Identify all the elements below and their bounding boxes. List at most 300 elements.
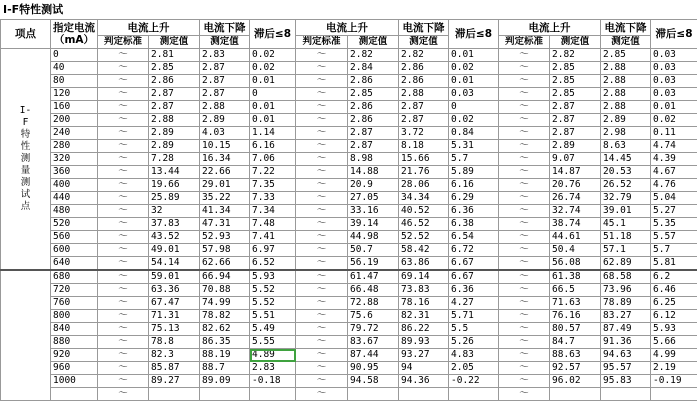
lag-cell[interactable]: 0 bbox=[250, 88, 296, 101]
lag-cell[interactable]: 6.52 bbox=[250, 257, 296, 271]
meas-up-cell[interactable]: 90.95 bbox=[348, 362, 399, 375]
std-cell[interactable]: ～ bbox=[296, 49, 348, 62]
meas-down-cell[interactable]: 86.35 bbox=[200, 336, 250, 349]
lag-cell[interactable]: 0.02 bbox=[449, 62, 499, 75]
meas-up-cell[interactable]: 80.57 bbox=[550, 323, 601, 336]
lag-cell[interactable]: 5.93 bbox=[651, 323, 697, 336]
meas-up-cell[interactable]: 19.66 bbox=[149, 179, 200, 192]
current-cell[interactable]: 200 bbox=[51, 114, 98, 127]
meas-down-cell[interactable]: 91.36 bbox=[601, 336, 651, 349]
meas-down-cell[interactable]: 2.87 bbox=[200, 75, 250, 88]
meas-up-cell[interactable]: 2.88 bbox=[149, 114, 200, 127]
lag-cell[interactable]: 7.48 bbox=[250, 218, 296, 231]
std-cell[interactable]: ～ bbox=[296, 140, 348, 153]
std-cell[interactable]: ～ bbox=[98, 388, 149, 401]
std-cell[interactable]: ～ bbox=[499, 270, 550, 284]
meas-down-cell[interactable]: 2.87 bbox=[399, 101, 449, 114]
std-cell[interactable]: ～ bbox=[98, 101, 149, 114]
meas-up-cell[interactable]: 2.85 bbox=[550, 88, 601, 101]
lag-cell[interactable]: 4.83 bbox=[449, 349, 499, 362]
std-cell[interactable]: ～ bbox=[296, 166, 348, 179]
lag-cell[interactable]: 5.52 bbox=[250, 297, 296, 310]
lag-cell[interactable] bbox=[449, 388, 499, 401]
meas-up-cell[interactable]: 2.86 bbox=[348, 101, 399, 114]
meas-down-cell[interactable]: 2.88 bbox=[601, 62, 651, 75]
current-cell[interactable]: 960 bbox=[51, 362, 98, 375]
lag-cell[interactable]: 6.36 bbox=[449, 284, 499, 297]
meas-up-cell[interactable]: 84.7 bbox=[550, 336, 601, 349]
meas-down-cell[interactable]: 2.88 bbox=[601, 88, 651, 101]
meas-up-cell[interactable] bbox=[348, 388, 399, 401]
meas-up-cell[interactable] bbox=[550, 388, 601, 401]
meas-up-cell[interactable]: 2.87 bbox=[149, 101, 200, 114]
lag-cell[interactable]: -0.19 bbox=[651, 375, 697, 388]
lag-cell[interactable]: 4.67 bbox=[651, 166, 697, 179]
lag-cell[interactable]: 0.11 bbox=[651, 127, 697, 140]
std-cell[interactable]: ～ bbox=[296, 336, 348, 349]
std-cell[interactable]: ～ bbox=[98, 153, 149, 166]
meas-up-cell[interactable]: 59.01 bbox=[149, 270, 200, 284]
meas-up-cell[interactable]: 2.82 bbox=[348, 49, 399, 62]
current-cell[interactable]: 880 bbox=[51, 336, 98, 349]
lag-cell[interactable]: 5.7 bbox=[651, 244, 697, 257]
meas-down-cell[interactable]: 39.01 bbox=[601, 205, 651, 218]
current-cell[interactable]: 560 bbox=[51, 231, 98, 244]
lag-cell[interactable]: 5.52 bbox=[250, 284, 296, 297]
meas-up-cell[interactable]: 79.72 bbox=[348, 323, 399, 336]
meas-down-cell[interactable]: 2.86 bbox=[399, 75, 449, 88]
std-cell[interactable]: ～ bbox=[98, 166, 149, 179]
lag-cell[interactable]: 6.54 bbox=[449, 231, 499, 244]
meas-up-cell[interactable]: 61.47 bbox=[348, 270, 399, 284]
std-cell[interactable]: ～ bbox=[98, 231, 149, 244]
lag-cell[interactable]: 6.67 bbox=[449, 270, 499, 284]
meas-down-cell[interactable]: 62.66 bbox=[200, 257, 250, 271]
std-cell[interactable]: ～ bbox=[499, 362, 550, 375]
lag-cell[interactable]: 7.06 bbox=[250, 153, 296, 166]
std-cell[interactable]: ～ bbox=[499, 388, 550, 401]
meas-up-cell[interactable]: 63.36 bbox=[149, 284, 200, 297]
lag-cell[interactable]: 0.03 bbox=[651, 75, 697, 88]
meas-up-cell[interactable]: 67.47 bbox=[149, 297, 200, 310]
current-cell[interactable]: 800 bbox=[51, 310, 98, 323]
std-cell[interactable]: ～ bbox=[296, 244, 348, 257]
meas-down-cell[interactable]: 32.79 bbox=[601, 192, 651, 205]
lag-cell[interactable]: 0.01 bbox=[651, 101, 697, 114]
meas-up-cell[interactable]: 32 bbox=[149, 205, 200, 218]
current-cell[interactable]: 280 bbox=[51, 140, 98, 153]
std-cell[interactable]: ～ bbox=[98, 88, 149, 101]
std-cell[interactable]: ～ bbox=[499, 284, 550, 297]
std-cell[interactable]: ～ bbox=[499, 218, 550, 231]
current-cell[interactable]: 640 bbox=[51, 257, 98, 271]
meas-down-cell[interactable]: 2.87 bbox=[200, 88, 250, 101]
current-cell[interactable]: 0 bbox=[51, 49, 98, 62]
meas-down-cell[interactable]: 94.36 bbox=[399, 375, 449, 388]
current-cell[interactable]: 320 bbox=[51, 153, 98, 166]
meas-up-cell[interactable]: 56.08 bbox=[550, 257, 601, 271]
lag-cell[interactable]: 6.46 bbox=[651, 284, 697, 297]
meas-down-cell[interactable]: 78.82 bbox=[200, 310, 250, 323]
meas-down-cell[interactable]: 8.18 bbox=[399, 140, 449, 153]
lag-cell[interactable]: 0.03 bbox=[449, 88, 499, 101]
lag-cell[interactable]: 5.81 bbox=[651, 257, 697, 271]
meas-down-cell[interactable] bbox=[399, 388, 449, 401]
std-cell[interactable]: ～ bbox=[499, 153, 550, 166]
meas-down-cell[interactable]: 2.87 bbox=[200, 62, 250, 75]
meas-up-cell[interactable]: 33.16 bbox=[348, 205, 399, 218]
lag-cell[interactable]: 5.04 bbox=[651, 192, 697, 205]
current-cell[interactable]: 600 bbox=[51, 244, 98, 257]
lag-cell[interactable]: 2.19 bbox=[651, 362, 697, 375]
lag-cell[interactable]: 5.89 bbox=[449, 166, 499, 179]
lag-cell[interactable]: 0.01 bbox=[250, 114, 296, 127]
lag-cell[interactable]: 6.38 bbox=[449, 218, 499, 231]
meas-up-cell[interactable]: 76.16 bbox=[550, 310, 601, 323]
meas-down-cell[interactable]: 74.99 bbox=[200, 297, 250, 310]
lag-cell[interactable]: 0.03 bbox=[651, 62, 697, 75]
meas-up-cell[interactable]: 50.4 bbox=[550, 244, 601, 257]
lag-cell[interactable]: 7.41 bbox=[250, 231, 296, 244]
current-cell[interactable]: 680 bbox=[51, 270, 98, 284]
lag-cell[interactable] bbox=[250, 388, 296, 401]
meas-up-cell[interactable]: 2.85 bbox=[149, 62, 200, 75]
lag-cell[interactable]: 5.7 bbox=[449, 153, 499, 166]
meas-up-cell[interactable]: 43.52 bbox=[149, 231, 200, 244]
meas-up-cell[interactable]: 2.85 bbox=[550, 62, 601, 75]
lag-cell[interactable]: 4.89 bbox=[250, 349, 296, 362]
lag-cell[interactable]: 0.01 bbox=[449, 75, 499, 88]
meas-up-cell[interactable]: 56.19 bbox=[348, 257, 399, 271]
meas-up-cell[interactable]: 38.74 bbox=[550, 218, 601, 231]
meas-down-cell[interactable]: 2.83 bbox=[200, 49, 250, 62]
meas-up-cell[interactable]: 82.3 bbox=[149, 349, 200, 362]
std-cell[interactable]: ～ bbox=[296, 101, 348, 114]
meas-down-cell[interactable]: 2.88 bbox=[200, 101, 250, 114]
std-cell[interactable]: ～ bbox=[296, 218, 348, 231]
meas-down-cell[interactable]: 62.89 bbox=[601, 257, 651, 271]
std-cell[interactable]: ～ bbox=[98, 310, 149, 323]
meas-up-cell[interactable]: 39.14 bbox=[348, 218, 399, 231]
current-cell[interactable]: 440 bbox=[51, 192, 98, 205]
std-cell[interactable]: ～ bbox=[98, 297, 149, 310]
meas-down-cell[interactable]: 88.19 bbox=[200, 349, 250, 362]
meas-down-cell[interactable]: 78.16 bbox=[399, 297, 449, 310]
meas-up-cell[interactable]: 44.61 bbox=[550, 231, 601, 244]
current-cell[interactable]: 760 bbox=[51, 297, 98, 310]
std-cell[interactable]: ～ bbox=[296, 192, 348, 205]
meas-up-cell[interactable] bbox=[149, 388, 200, 401]
lag-cell[interactable]: 5.27 bbox=[651, 205, 697, 218]
lag-cell[interactable]: 2.05 bbox=[449, 362, 499, 375]
std-cell[interactable]: ～ bbox=[296, 362, 348, 375]
meas-up-cell[interactable]: 14.87 bbox=[550, 166, 601, 179]
meas-up-cell[interactable]: 2.87 bbox=[149, 88, 200, 101]
meas-down-cell[interactable]: 73.96 bbox=[601, 284, 651, 297]
lag-cell[interactable]: -0.18 bbox=[250, 375, 296, 388]
std-cell[interactable]: ～ bbox=[499, 88, 550, 101]
meas-down-cell[interactable]: 41.34 bbox=[200, 205, 250, 218]
lag-cell[interactable]: 7.22 bbox=[250, 166, 296, 179]
meas-up-cell[interactable]: 2.87 bbox=[348, 140, 399, 153]
meas-up-cell[interactable]: 2.86 bbox=[348, 114, 399, 127]
std-cell[interactable]: ～ bbox=[296, 114, 348, 127]
meas-down-cell[interactable]: 94 bbox=[399, 362, 449, 375]
meas-down-cell[interactable]: 57.98 bbox=[200, 244, 250, 257]
std-cell[interactable]: ～ bbox=[499, 310, 550, 323]
current-cell[interactable] bbox=[51, 388, 98, 401]
meas-down-cell[interactable]: 26.52 bbox=[601, 179, 651, 192]
lag-cell[interactable]: 0.03 bbox=[651, 88, 697, 101]
meas-down-cell[interactable]: 89.93 bbox=[399, 336, 449, 349]
meas-up-cell[interactable]: 2.81 bbox=[149, 49, 200, 62]
meas-up-cell[interactable]: 2.84 bbox=[348, 62, 399, 75]
lag-cell[interactable]: 6.72 bbox=[449, 244, 499, 257]
meas-down-cell[interactable]: 95.57 bbox=[601, 362, 651, 375]
current-cell[interactable]: 520 bbox=[51, 218, 98, 231]
meas-down-cell[interactable]: 87.49 bbox=[601, 323, 651, 336]
meas-down-cell[interactable] bbox=[200, 388, 250, 401]
std-cell[interactable]: ～ bbox=[499, 140, 550, 153]
meas-down-cell[interactable]: 58.42 bbox=[399, 244, 449, 257]
meas-down-cell[interactable]: 2.86 bbox=[399, 62, 449, 75]
meas-down-cell[interactable]: 57.1 bbox=[601, 244, 651, 257]
std-cell[interactable]: ～ bbox=[98, 62, 149, 75]
lag-cell[interactable]: 5.57 bbox=[651, 231, 697, 244]
std-cell[interactable]: ～ bbox=[296, 323, 348, 336]
meas-down-cell[interactable]: 2.89 bbox=[601, 114, 651, 127]
std-cell[interactable]: ～ bbox=[296, 62, 348, 75]
meas-down-cell[interactable]: 22.66 bbox=[200, 166, 250, 179]
meas-down-cell[interactable]: 93.27 bbox=[399, 349, 449, 362]
lag-cell[interactable]: 0.84 bbox=[449, 127, 499, 140]
meas-down-cell[interactable]: 2.82 bbox=[399, 49, 449, 62]
lag-cell[interactable]: 0.02 bbox=[250, 62, 296, 75]
std-cell[interactable]: ～ bbox=[98, 114, 149, 127]
meas-down-cell[interactable]: 86.22 bbox=[399, 323, 449, 336]
meas-down-cell[interactable]: 21.76 bbox=[399, 166, 449, 179]
std-cell[interactable]: ～ bbox=[296, 388, 348, 401]
lag-cell[interactable]: 6.16 bbox=[449, 179, 499, 192]
meas-up-cell[interactable]: 2.82 bbox=[550, 49, 601, 62]
meas-down-cell[interactable]: 52.93 bbox=[200, 231, 250, 244]
lag-cell[interactable]: 7.34 bbox=[250, 205, 296, 218]
lag-cell[interactable]: 0.01 bbox=[250, 75, 296, 88]
lag-cell[interactable]: 5.71 bbox=[449, 310, 499, 323]
meas-up-cell[interactable]: 66.48 bbox=[348, 284, 399, 297]
lag-cell[interactable]: 5.93 bbox=[250, 270, 296, 284]
meas-up-cell[interactable]: 37.83 bbox=[149, 218, 200, 231]
meas-down-cell[interactable]: 20.53 bbox=[601, 166, 651, 179]
std-cell[interactable]: ～ bbox=[499, 114, 550, 127]
meas-down-cell[interactable]: 82.62 bbox=[200, 323, 250, 336]
std-cell[interactable]: ～ bbox=[499, 205, 550, 218]
std-cell[interactable]: ～ bbox=[296, 349, 348, 362]
std-cell[interactable]: ～ bbox=[296, 375, 348, 388]
meas-down-cell[interactable]: 94.63 bbox=[601, 349, 651, 362]
meas-up-cell[interactable]: 72.88 bbox=[348, 297, 399, 310]
meas-down-cell[interactable]: 89.09 bbox=[200, 375, 250, 388]
current-cell[interactable]: 360 bbox=[51, 166, 98, 179]
meas-down-cell[interactable]: 2.88 bbox=[399, 88, 449, 101]
lag-cell[interactable]: 6.67 bbox=[449, 257, 499, 271]
lag-cell[interactable]: 0 bbox=[449, 101, 499, 114]
lag-cell[interactable]: 5.55 bbox=[250, 336, 296, 349]
meas-down-cell[interactable]: 35.22 bbox=[200, 192, 250, 205]
meas-up-cell[interactable]: 92.57 bbox=[550, 362, 601, 375]
meas-down-cell[interactable]: 15.66 bbox=[399, 153, 449, 166]
std-cell[interactable]: ～ bbox=[98, 349, 149, 362]
meas-down-cell[interactable]: 83.27 bbox=[601, 310, 651, 323]
meas-down-cell[interactable] bbox=[601, 388, 651, 401]
meas-down-cell[interactable]: 8.63 bbox=[601, 140, 651, 153]
lag-cell[interactable]: 6.2 bbox=[651, 270, 697, 284]
lag-cell[interactable]: 4.27 bbox=[449, 297, 499, 310]
std-cell[interactable]: ～ bbox=[296, 88, 348, 101]
current-cell[interactable]: 40 bbox=[51, 62, 98, 75]
meas-down-cell[interactable]: 46.52 bbox=[399, 218, 449, 231]
current-cell[interactable]: 920 bbox=[51, 349, 98, 362]
std-cell[interactable]: ～ bbox=[296, 153, 348, 166]
lag-cell[interactable]: 0.01 bbox=[449, 49, 499, 62]
meas-up-cell[interactable]: 2.89 bbox=[550, 140, 601, 153]
lag-cell[interactable]: 6.25 bbox=[651, 297, 697, 310]
meas-up-cell[interactable]: 61.38 bbox=[550, 270, 601, 284]
meas-up-cell[interactable]: 94.58 bbox=[348, 375, 399, 388]
std-cell[interactable]: ～ bbox=[98, 205, 149, 218]
std-cell[interactable]: ～ bbox=[296, 231, 348, 244]
meas-up-cell[interactable]: 27.05 bbox=[348, 192, 399, 205]
meas-up-cell[interactable]: 83.67 bbox=[348, 336, 399, 349]
std-cell[interactable]: ～ bbox=[499, 179, 550, 192]
meas-down-cell[interactable]: 45.1 bbox=[601, 218, 651, 231]
meas-up-cell[interactable]: 2.86 bbox=[348, 75, 399, 88]
meas-down-cell[interactable]: 66.94 bbox=[200, 270, 250, 284]
std-cell[interactable]: ～ bbox=[98, 362, 149, 375]
meas-down-cell[interactable]: 73.83 bbox=[399, 284, 449, 297]
meas-up-cell[interactable]: 66.5 bbox=[550, 284, 601, 297]
std-cell[interactable]: ～ bbox=[499, 127, 550, 140]
lag-cell[interactable]: 5.5 bbox=[449, 323, 499, 336]
meas-up-cell[interactable]: 88.63 bbox=[550, 349, 601, 362]
std-cell[interactable]: ～ bbox=[499, 49, 550, 62]
current-cell[interactable]: 400 bbox=[51, 179, 98, 192]
meas-down-cell[interactable]: 40.52 bbox=[399, 205, 449, 218]
std-cell[interactable]: ～ bbox=[296, 310, 348, 323]
lag-cell[interactable]: 4.74 bbox=[651, 140, 697, 153]
meas-up-cell[interactable]: 54.14 bbox=[149, 257, 200, 271]
lag-cell[interactable]: 5.66 bbox=[651, 336, 697, 349]
std-cell[interactable]: ～ bbox=[98, 140, 149, 153]
meas-up-cell[interactable]: 96.02 bbox=[550, 375, 601, 388]
std-cell[interactable]: ～ bbox=[499, 231, 550, 244]
meas-up-cell[interactable]: 2.87 bbox=[550, 114, 601, 127]
meas-up-cell[interactable]: 32.74 bbox=[550, 205, 601, 218]
meas-up-cell[interactable]: 2.85 bbox=[550, 75, 601, 88]
meas-down-cell[interactable]: 52.52 bbox=[399, 231, 449, 244]
std-cell[interactable]: ～ bbox=[499, 166, 550, 179]
std-cell[interactable]: ～ bbox=[296, 75, 348, 88]
lag-cell[interactable]: 7.35 bbox=[250, 179, 296, 192]
meas-down-cell[interactable]: 14.45 bbox=[601, 153, 651, 166]
std-cell[interactable]: ～ bbox=[98, 127, 149, 140]
lag-cell[interactable]: 0.02 bbox=[250, 49, 296, 62]
meas-down-cell[interactable]: 28.06 bbox=[399, 179, 449, 192]
current-cell[interactable]: 120 bbox=[51, 88, 98, 101]
meas-down-cell[interactable]: 47.31 bbox=[200, 218, 250, 231]
meas-down-cell[interactable]: 69.14 bbox=[399, 270, 449, 284]
meas-down-cell[interactable]: 2.88 bbox=[601, 101, 651, 114]
lag-cell[interactable]: -0.22 bbox=[449, 375, 499, 388]
meas-down-cell[interactable]: 70.88 bbox=[200, 284, 250, 297]
std-cell[interactable]: ～ bbox=[499, 101, 550, 114]
std-cell[interactable]: ～ bbox=[98, 284, 149, 297]
meas-up-cell[interactable]: 78.8 bbox=[149, 336, 200, 349]
meas-down-cell[interactable]: 4.03 bbox=[200, 127, 250, 140]
meas-up-cell[interactable]: 2.87 bbox=[348, 127, 399, 140]
std-cell[interactable]: ～ bbox=[98, 179, 149, 192]
lag-cell[interactable]: 4.76 bbox=[651, 179, 697, 192]
meas-down-cell[interactable]: 63.86 bbox=[399, 257, 449, 271]
meas-up-cell[interactable]: 9.07 bbox=[550, 153, 601, 166]
meas-down-cell[interactable]: 82.31 bbox=[399, 310, 449, 323]
meas-up-cell[interactable]: 2.89 bbox=[149, 140, 200, 153]
lag-cell[interactable]: 7.33 bbox=[250, 192, 296, 205]
meas-down-cell[interactable]: 16.34 bbox=[200, 153, 250, 166]
std-cell[interactable]: ～ bbox=[296, 284, 348, 297]
meas-down-cell[interactable]: 2.89 bbox=[200, 114, 250, 127]
meas-down-cell[interactable]: 2.98 bbox=[601, 127, 651, 140]
lag-cell[interactable]: 5.31 bbox=[449, 140, 499, 153]
meas-down-cell[interactable]: 2.87 bbox=[399, 114, 449, 127]
std-cell[interactable]: ～ bbox=[98, 375, 149, 388]
lag-cell[interactable]: 5.49 bbox=[250, 323, 296, 336]
meas-down-cell[interactable]: 34.34 bbox=[399, 192, 449, 205]
lag-cell[interactable]: 5.26 bbox=[449, 336, 499, 349]
meas-up-cell[interactable]: 20.9 bbox=[348, 179, 399, 192]
meas-up-cell[interactable]: 75.13 bbox=[149, 323, 200, 336]
lag-cell[interactable]: 6.12 bbox=[651, 310, 697, 323]
std-cell[interactable]: ～ bbox=[98, 270, 149, 284]
lag-cell[interactable]: 5.51 bbox=[250, 310, 296, 323]
current-cell[interactable]: 240 bbox=[51, 127, 98, 140]
current-cell[interactable]: 480 bbox=[51, 205, 98, 218]
lag-cell[interactable]: 0.03 bbox=[651, 49, 697, 62]
meas-up-cell[interactable]: 2.86 bbox=[149, 75, 200, 88]
lag-cell[interactable]: 0.02 bbox=[651, 114, 697, 127]
meas-up-cell[interactable]: 87.44 bbox=[348, 349, 399, 362]
meas-up-cell[interactable]: 8.98 bbox=[348, 153, 399, 166]
meas-down-cell[interactable]: 10.15 bbox=[200, 140, 250, 153]
meas-down-cell[interactable]: 29.01 bbox=[200, 179, 250, 192]
meas-up-cell[interactable]: 75.6 bbox=[348, 310, 399, 323]
std-cell[interactable]: ～ bbox=[499, 323, 550, 336]
std-cell[interactable]: ～ bbox=[296, 270, 348, 284]
std-cell[interactable]: ～ bbox=[296, 179, 348, 192]
std-cell[interactable]: ～ bbox=[98, 244, 149, 257]
std-cell[interactable]: ～ bbox=[499, 349, 550, 362]
std-cell[interactable]: ～ bbox=[499, 75, 550, 88]
std-cell[interactable]: ～ bbox=[98, 49, 149, 62]
meas-up-cell[interactable]: 2.89 bbox=[149, 127, 200, 140]
std-cell[interactable]: ～ bbox=[98, 323, 149, 336]
meas-down-cell[interactable]: 2.85 bbox=[601, 49, 651, 62]
meas-up-cell[interactable]: 7.28 bbox=[149, 153, 200, 166]
meas-up-cell[interactable]: 2.85 bbox=[348, 88, 399, 101]
meas-up-cell[interactable]: 50.7 bbox=[348, 244, 399, 257]
std-cell[interactable]: ～ bbox=[296, 297, 348, 310]
std-cell[interactable]: ～ bbox=[296, 127, 348, 140]
